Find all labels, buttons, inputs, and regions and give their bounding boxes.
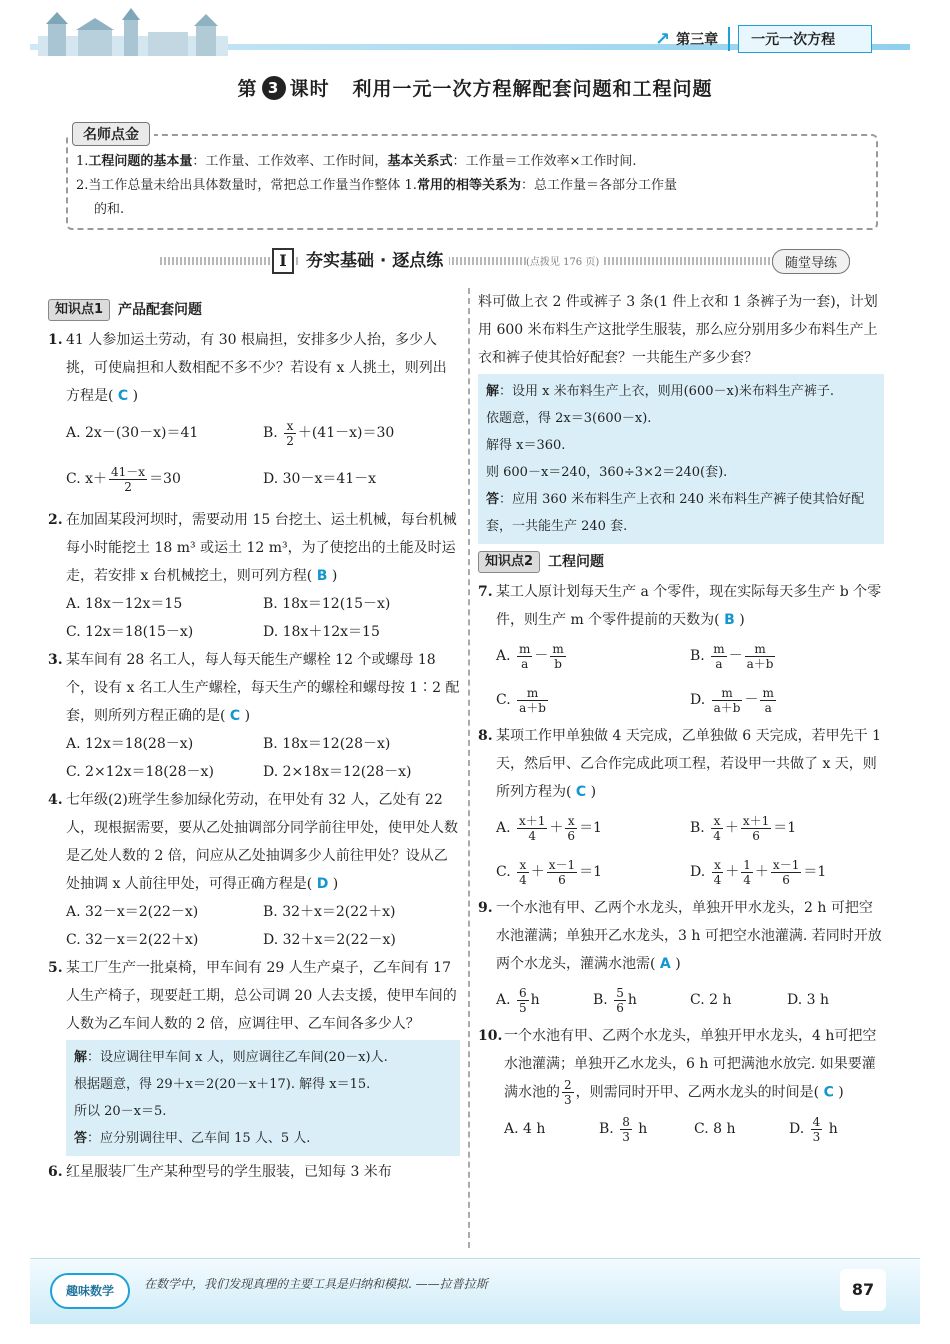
solution-label: 答	[486, 492, 500, 507]
question-6-solution	[478, 374, 884, 544]
option-a	[496, 978, 593, 1022]
tip-text: 当工作总量未给出具体数量时，常把总工作量当作整体 1.	[88, 178, 417, 193]
fraction: $\frac{x}{4}$	[713, 857, 722, 887]
kp-label: 产品配套问题	[118, 302, 203, 318]
question-text: 在加固某段河坝时，需要动用 15 台挖土、运土机械，每台机械每小时能挖土 18 m³ 或运土 12 m³，为了使挖出的土能及时运走，若安排 x 台机械挖土，则可列方程(	[66, 512, 457, 584]
option-d: D. $\frac{m}{a+b}$ － $\frac{m}{a}$	[690, 685, 774, 715]
question-text: 红星服装厂生产某种型号的学生服装，已知每 3 米布	[66, 1164, 392, 1180]
paren-close: )	[675, 956, 681, 972]
footer-quote: 在数学中，我们发现真理的主要工具是归纳和模拟. ——拉普拉斯	[144, 1277, 488, 1291]
answer-mark: D	[316, 876, 329, 892]
option-c: C. 2×12x＝18(28－x)	[66, 764, 214, 780]
section-label: 一元一次方程	[738, 25, 872, 53]
fraction	[284, 419, 296, 448]
question-8	[478, 722, 884, 806]
question-number: 2.	[48, 512, 63, 528]
knowledge-point-2	[478, 548, 884, 576]
question-2	[48, 506, 460, 590]
solution-text: ：设用 x 米布料生产上衣，则用(600－x)米布料生产裤子.	[499, 384, 835, 399]
option-a: A. $\frac{x+1}{4}$ ＋ $\frac{x}{6}$ ＝1	[496, 813, 602, 843]
solution-line: 所以 20－x＝5.	[74, 1104, 167, 1119]
tips-tag	[68, 122, 154, 146]
solution-line	[74, 1125, 452, 1152]
fraction: $\frac{1}{4}$	[743, 857, 751, 887]
solution-line: 解得 x＝360.	[486, 438, 566, 453]
fraction: $\frac{m}{b}$	[552, 641, 564, 671]
question-1-options	[48, 410, 460, 502]
fraction: $\frac{m}{a}$	[519, 641, 531, 671]
section-ref: (点拨见 176 页)	[526, 253, 603, 268]
tip-bold: 基本关系式	[387, 154, 453, 169]
question-number: 9.	[478, 900, 493, 916]
option-d: D. 18x＋12x＝15	[263, 624, 380, 640]
question-number: 5.	[48, 960, 63, 976]
question-number: 10.	[478, 1028, 503, 1044]
fraction: $\frac{x}{4}$	[713, 813, 721, 843]
option-d: D. 30－x＝41－x	[263, 471, 377, 487]
option-a: A. 18x－12x＝15	[66, 596, 183, 612]
question-text: 七年级(2)班学生参加绿化劳动，在甲处有 32 人，乙处有 22 人，现根据需要，要从乙处抽调部分同学前往甲处，使甲处人数是乙处人数的 2 倍，问应从乙处抽调多少人前往甲处？设从乙处抽调 x 人前往甲处，可得正确方程是(	[66, 792, 458, 892]
question-10	[478, 1022, 884, 1107]
option-c: C. 8 h	[694, 1121, 736, 1137]
tips-line-2	[76, 174, 872, 198]
kp-tag: 知识点2	[478, 551, 540, 573]
unit: h	[828, 1121, 838, 1137]
question-1	[48, 326, 460, 410]
option-label: A.	[496, 648, 511, 664]
option-a: A. 32－x＝2(22－x)	[66, 904, 199, 920]
tips-body	[76, 150, 872, 222]
question-text: 一个水池有甲、乙两个水龙头，单独开甲水龙头，2 h 可把空水池灌满；单独开乙水龙头，3 h 可把空水池灌满. 若同时开放两个水龙头，灌满水池需(	[496, 900, 882, 972]
page-title	[0, 74, 950, 101]
kp-label: 工程问题	[548, 554, 605, 570]
page-footer	[30, 1258, 920, 1324]
question-9	[478, 894, 884, 978]
question-6-continued: 料可做上衣 2 件或裤子 3 条(1 件上衣和 1 条裤子为一套)，计划用 600 米布料生产这批学生服装，那么应分别用多少布料生产上衣和裤子使其恰好配套？一共能生产多少套？	[478, 294, 878, 366]
option-label: A.	[496, 992, 511, 1008]
question-3-options	[48, 730, 460, 786]
option-c	[66, 456, 263, 502]
option-d: D. 32＋x＝2(22－x)	[263, 932, 396, 948]
option-c: C. 32－x＝2(22＋x)	[66, 932, 199, 948]
option-b: B. 18x＝12(15－x)	[263, 596, 391, 612]
fraction: $\frac{5}{6}$	[616, 985, 624, 1015]
question-7	[478, 578, 884, 634]
question-5	[48, 954, 460, 1038]
fraction	[109, 465, 147, 494]
answer-mark: B	[316, 568, 328, 584]
option-text: ＝30	[149, 471, 181, 487]
option-label: D.	[690, 864, 706, 880]
section-stripe	[160, 257, 850, 265]
question-number: 8.	[478, 728, 493, 744]
solution-line: 则 600－x＝240，360÷3×2＝240(套).	[486, 465, 728, 480]
question-5-solution	[66, 1040, 460, 1156]
kp-tag: 知识点1	[48, 299, 110, 321]
tip-text: ：工作量＝工作效率×工作时间.	[452, 154, 637, 169]
question-text: 某工人原计划每天生产 a 个零件，现在实际每天多生产 b 个零件，则生产 m 个零件提前的天数为(	[496, 584, 882, 628]
tips-line-1	[76, 150, 872, 174]
question-text: 某项工作甲单独做 4 天完成，乙单独做 6 天完成，若甲先干 1 天，然后甲、乙合作完成此项工程，若设甲一共做了 x 天，则所列方程为(	[496, 728, 881, 800]
fraction: $\frac{m}{a+b}$	[713, 685, 741, 715]
fraction: $\frac{2}{3}$	[564, 1078, 572, 1107]
option-label: B.	[690, 648, 705, 664]
option-c: C. 12x＝18(15－x)	[66, 624, 194, 640]
fraction: $\frac{m}{a+b}$	[519, 685, 546, 715]
option-c	[496, 678, 690, 722]
unit: h	[530, 992, 540, 1008]
paren-close: )	[332, 876, 339, 892]
option-c: C. 2 h	[690, 992, 732, 1008]
section-name: 夯实基础 · 逐点练	[300, 248, 449, 274]
option-d: D. $\frac{x}{4}$ ＋ $\frac{1}{4}$ ＋ $\frac{x-1}{6}$ ＝1	[690, 857, 827, 887]
fraction: $\frac{8}{3}$	[622, 1114, 630, 1144]
answer-mark: A	[659, 956, 671, 972]
question-number: 1.	[48, 332, 63, 348]
solution-line	[486, 378, 876, 405]
paren-close: )	[132, 388, 139, 404]
option-b: B. $\frac{x}{4}$ ＋ $\frac{x+1}{6}$ ＝1	[690, 813, 797, 843]
option-label: B.	[690, 820, 705, 836]
denominator: 2	[124, 479, 132, 494]
question-text: 某车间有 28 名工人，每人每天能生产螺栓 12 个或螺母 18 个，设有 x 名工人生产螺栓，每天生产的螺栓和螺母按 1∶2 配套，则所列方程正确的是(	[66, 652, 460, 724]
paren-close: )	[331, 568, 338, 584]
question-7-options	[478, 634, 884, 722]
curve-arrow-icon: ↗	[655, 28, 671, 50]
question-9-options	[478, 978, 884, 1022]
question-2-options	[48, 590, 460, 646]
answer-mark: C	[823, 1084, 834, 1101]
tip-number: 2.	[76, 178, 89, 193]
numerator: x	[284, 419, 296, 434]
solution-label: 解	[486, 384, 500, 399]
question-text: 某工厂生产一批桌椅，甲车间有 29 人生产桌子，乙车间有 17 人生产椅子，现要赶工期，总公司调 20 人去支援，使甲车间的人数为乙车间人数的 2 倍，应调往甲、乙车间各多少人？	[66, 960, 457, 1032]
paren-close: )	[244, 708, 251, 724]
question-10-options	[478, 1107, 884, 1151]
option-label: D.	[690, 692, 706, 708]
answer-mark: C	[229, 708, 241, 724]
fraction: $\frac{m}{a+b}$	[746, 641, 774, 671]
tips-tag-label: 名师点金	[72, 122, 150, 146]
question-8-options	[478, 806, 884, 894]
option-text: ＋(41－x)＝30	[297, 425, 395, 441]
question-number: 7.	[478, 584, 493, 600]
tip-bold: 常用的相等关系为	[416, 178, 521, 193]
lesson-number: 3	[262, 76, 286, 100]
unit: h	[638, 1121, 648, 1137]
question-number: 6.	[48, 1164, 63, 1180]
solution-label: 解	[74, 1050, 88, 1065]
question-number: 3.	[48, 652, 63, 668]
solution-line: 依题意，得 2x＝3(600－x).	[486, 411, 652, 426]
fraction: $\frac{m}{a}$	[762, 685, 774, 715]
numerator: 41－x	[111, 464, 146, 479]
option-label: D.	[789, 1121, 805, 1137]
option-a: A. 12x＝18(28－x)	[66, 736, 194, 752]
solution-line: 根据题意，得 29＋x＝2(20－x＋17). 解得 x＝15.	[74, 1077, 371, 1092]
denominator: 2	[286, 433, 294, 448]
section-subtag: 随堂导练	[772, 249, 850, 274]
right-column	[478, 288, 884, 1151]
page-header	[0, 0, 950, 62]
option-b	[599, 1107, 694, 1151]
fun-math-logo: 趣味数学	[50, 1273, 130, 1309]
tip-number: 1.	[76, 154, 89, 169]
tip-bold: 工程问题的基本量	[88, 154, 193, 169]
option-label: B.	[599, 1121, 614, 1137]
solution-line	[486, 486, 876, 540]
option-a: A. $\frac{m}{a}$ － $\frac{m}{b}$	[496, 641, 564, 671]
section-roman: I	[272, 248, 294, 274]
option-b: B. $\frac{m}{a}$ － $\frac{m}{a+b}$	[690, 641, 774, 671]
chapter-label: 第三章	[674, 27, 730, 51]
left-column	[48, 292, 460, 1186]
option-a: A. 2x－(30－x)＝41	[66, 425, 199, 441]
unit: h	[627, 992, 637, 1008]
fraction: $\frac{6}{5}$	[519, 985, 527, 1015]
fraction: $\frac{x-1}{6}$	[772, 857, 800, 887]
title-text: 利用一元一次方程解配套问题和工程问题	[352, 78, 713, 100]
tip-text: ：总工作量＝各部分工作量	[520, 178, 677, 193]
question-4-options	[48, 898, 460, 954]
option-label: A.	[496, 820, 511, 836]
question-text: 一个水池有甲、乙两个水龙头，单独开甲水龙头，4 h可把空水池灌满；单独开乙水龙头，6 h 可把满池水放完. 如果要灌满水池的	[504, 1028, 877, 1101]
option-label: C.	[496, 692, 511, 708]
castle-illustration	[38, 8, 228, 56]
option-label: C. x＋	[66, 471, 108, 487]
fraction: $\frac{x+1}{4}$	[519, 813, 546, 843]
option-a: A. 4 h	[504, 1121, 546, 1137]
answer-mark: C	[575, 784, 587, 800]
option-b	[263, 410, 460, 456]
option-b	[593, 978, 690, 1022]
solution-line	[74, 1044, 452, 1071]
page-number: 87	[840, 1269, 886, 1311]
question-3	[48, 646, 460, 730]
fraction: $\frac{4}{3}$	[812, 1114, 821, 1144]
option-d	[789, 1107, 884, 1151]
title-mid: 课时	[289, 78, 330, 100]
solution-text: ：应分别调往甲、乙车间 15 人、5 人.	[87, 1131, 311, 1146]
fraction: $\frac{x+1}{6}$	[742, 813, 770, 843]
question-6	[48, 1158, 460, 1186]
column-divider	[468, 288, 470, 1248]
paren-close: )	[590, 784, 597, 800]
option-d: D. 2×18x＝12(28－x)	[263, 764, 412, 780]
paren-close: )	[739, 612, 745, 628]
question-text: 41 人参加运土劳动，有 30 根扁担，安排多少人抬，多少人挑，可使扁担和人数相配不多不少？若设有 x 人挑土，则列出方程是(	[66, 332, 447, 404]
fraction: $\frac{x-1}{6}$	[548, 857, 576, 887]
answer-mark: C	[117, 388, 129, 404]
fraction: $\frac{x}{6}$	[567, 813, 576, 843]
chapter-indicator	[655, 26, 872, 52]
tip-text: ：工作量、工作效率、工作时间，	[192, 154, 388, 169]
question-number: 4.	[48, 792, 63, 808]
option-b: B. 18x＝12(28－x)	[263, 736, 391, 752]
fraction: $\frac{x}{4}$	[519, 857, 527, 887]
option-label: C.	[496, 864, 511, 880]
knowledge-point-1	[48, 296, 460, 324]
fraction: $\frac{m}{a}$	[713, 641, 725, 671]
answer-mark: B	[724, 612, 735, 628]
section-bar	[160, 248, 880, 274]
option-label: B.	[263, 425, 278, 441]
question-text: ，则需同时开甲、乙两水龙头的时间是(	[575, 1084, 820, 1101]
option-label: B.	[593, 992, 608, 1008]
paren-close: )	[838, 1084, 844, 1101]
tips-line-3: 的和.	[94, 202, 125, 217]
solution-text: ：应用 360 米布料生产上衣和 240 米布料生产裤子使其恰好配套，一共能生产 240 套.	[486, 492, 865, 534]
option-d: D. 3 h	[787, 992, 829, 1008]
option-c: C. $\frac{x}{4}$ ＋ $\frac{x-1}{6}$ ＝1	[496, 857, 603, 887]
solution-label: 答	[74, 1131, 88, 1146]
solution-text: ：设应调往甲车间 x 人，则应调往乙车间(20－x)人.	[87, 1050, 388, 1065]
question-4	[48, 786, 460, 898]
option-b: B. 32＋x＝2(22＋x)	[263, 904, 396, 920]
title-prefix: 第	[237, 78, 258, 100]
